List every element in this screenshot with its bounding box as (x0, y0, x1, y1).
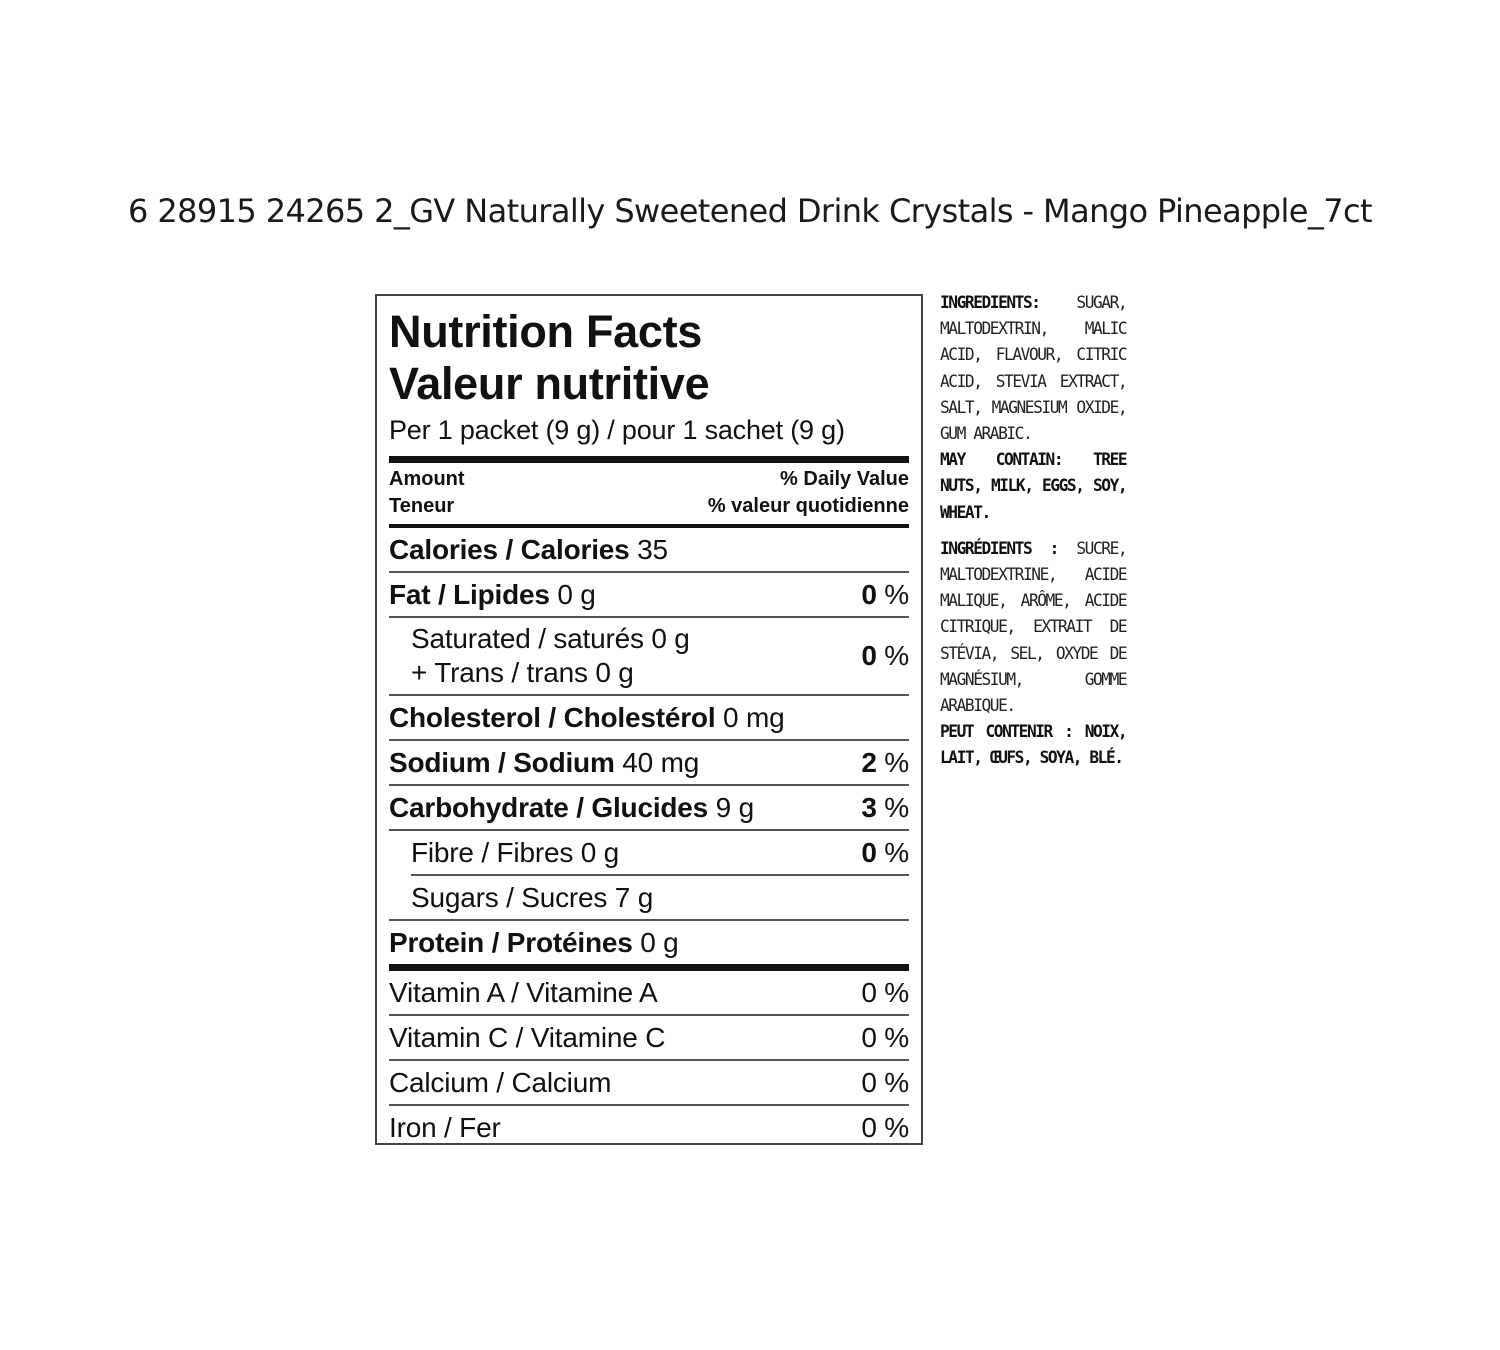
percent-sign: % (876, 791, 909, 823)
nutrient-label-trans: + Trans / trans 0 g (411, 657, 634, 688)
nutrient-row-sugars (389, 876, 909, 919)
nutrient-label: Calories / Calories (389, 533, 630, 565)
daily-value: 0 (861, 836, 877, 868)
divider-thick (389, 964, 909, 971)
vitamin-row-a (389, 971, 909, 1014)
percent-sign: % (876, 578, 909, 610)
nutrient-row-saturated-trans (389, 618, 909, 694)
ingredients-panel (940, 290, 1126, 782)
nutrient-row-protein (389, 921, 909, 964)
amount-label-en: Amount (389, 468, 465, 490)
nutrient-label: Sugars / Sucres 7 g (411, 881, 654, 913)
allergen-statement-fr: PEUT CONTENIR : NOIX, LAIT, ŒUFS, SOYA, BLÉ. (940, 722, 1127, 769)
ingredients-fr (940, 536, 1126, 772)
nutrient-label: Fibre / Fibres 0 g (411, 836, 620, 868)
amount-label-fr: Teneur (389, 495, 455, 517)
vitamin-row-c (389, 1016, 909, 1059)
daily-value: 0 % (861, 1021, 909, 1053)
daily-value: 3 (861, 791, 877, 823)
daily-value: 0 (861, 640, 877, 671)
percent-sign: % (876, 836, 909, 868)
nutrition-title-fr: Valeur nutritive (389, 358, 710, 409)
ingredients-text-en: SUGAR, MALTODEXTRIN, MALIC ACID, FLAVOUR, CITRIC ACID, STEVIA EXTRACT, SALT, MAGNESIUM OXIDE, GUM ARABIC. (940, 293, 1127, 445)
daily-value: 0 % (861, 976, 909, 1008)
percent-sign: % (876, 640, 909, 671)
daily-value: 0 (861, 578, 877, 610)
column-header (389, 463, 909, 524)
nutrition-title-en: Nutrition Facts (389, 306, 703, 357)
ingredients-en (940, 290, 1126, 526)
nutrient-amount: 40 mg (622, 746, 700, 778)
nutrient-label-saturated: Saturated / saturés 0 g (411, 623, 690, 654)
daily-value: 0 % (861, 1111, 909, 1143)
nutrient-row-calories (389, 528, 909, 571)
nutrient-row-carbohydrate (389, 786, 909, 829)
serving-size: Per 1 packet (9 g) / pour 1 sachet (9 g) (389, 415, 845, 445)
daily-value: 2 (861, 746, 877, 778)
nutrient-amount: 9 g (715, 791, 754, 823)
daily-value-label-en: % Daily Value (780, 468, 909, 490)
percent-sign: % (876, 746, 909, 778)
divider-thick (389, 456, 909, 463)
nutrient-label: Sodium / Sodium (389, 746, 615, 778)
ingredients-text-fr: SUCRE, MALTODEXTRINE, ACIDE MALIQUE, ARÔME, ACIDE CITRIQUE, EXTRAIT DE STÉVIA, SEL, OXYDE DE MAGNÉSIUM, GOMME ARABIQUE. (940, 538, 1127, 717)
mineral-label: Calcium / Calcium (389, 1066, 612, 1098)
nutrient-label: Protein / Protéines (389, 926, 633, 958)
mineral-row-iron (389, 1106, 909, 1149)
nutrition-facts-table (375, 294, 923, 1145)
ingredients-label-fr: INGRÉDIENTS : (940, 538, 1058, 559)
mineral-row-calcium (389, 1061, 909, 1104)
nutrient-label: Carbohydrate / Glucides (389, 791, 709, 823)
product-title: 6 28915 24265 2_GV Naturally Sweetened Drink Crystals - Mango Pineapple_7ct (128, 192, 1372, 230)
nutrient-amount: 0 g (640, 926, 679, 958)
vitamin-label: Vitamin C / Vitamine C (389, 1021, 666, 1053)
nutrient-row-fibre (389, 831, 909, 874)
daily-value: 0 % (861, 1066, 909, 1098)
nutrient-amount: 0 g (557, 578, 596, 610)
nutrient-label: Fat / Lipides (389, 578, 550, 610)
nutrient-label: Cholesterol / Cholestérol (389, 701, 716, 733)
ingredients-label-en: INGREDIENTS: (940, 293, 1040, 313)
nutrient-amount: 35 (637, 533, 668, 565)
nutrient-row-sodium (389, 741, 909, 784)
nutrient-amount: 0 mg (723, 701, 785, 733)
daily-value-label-fr: % valeur quotidienne (707, 495, 909, 517)
allergen-statement-en: MAY CONTAIN: TREE NUTS, MILK, EGGS, SOY, WHEAT. (940, 450, 1127, 523)
mineral-label: Iron / Fer (389, 1111, 501, 1143)
nutrient-row-fat (389, 573, 909, 616)
nutrient-row-cholesterol (389, 696, 909, 739)
vitamin-label: Vitamin A / Vitamine A (389, 976, 658, 1008)
